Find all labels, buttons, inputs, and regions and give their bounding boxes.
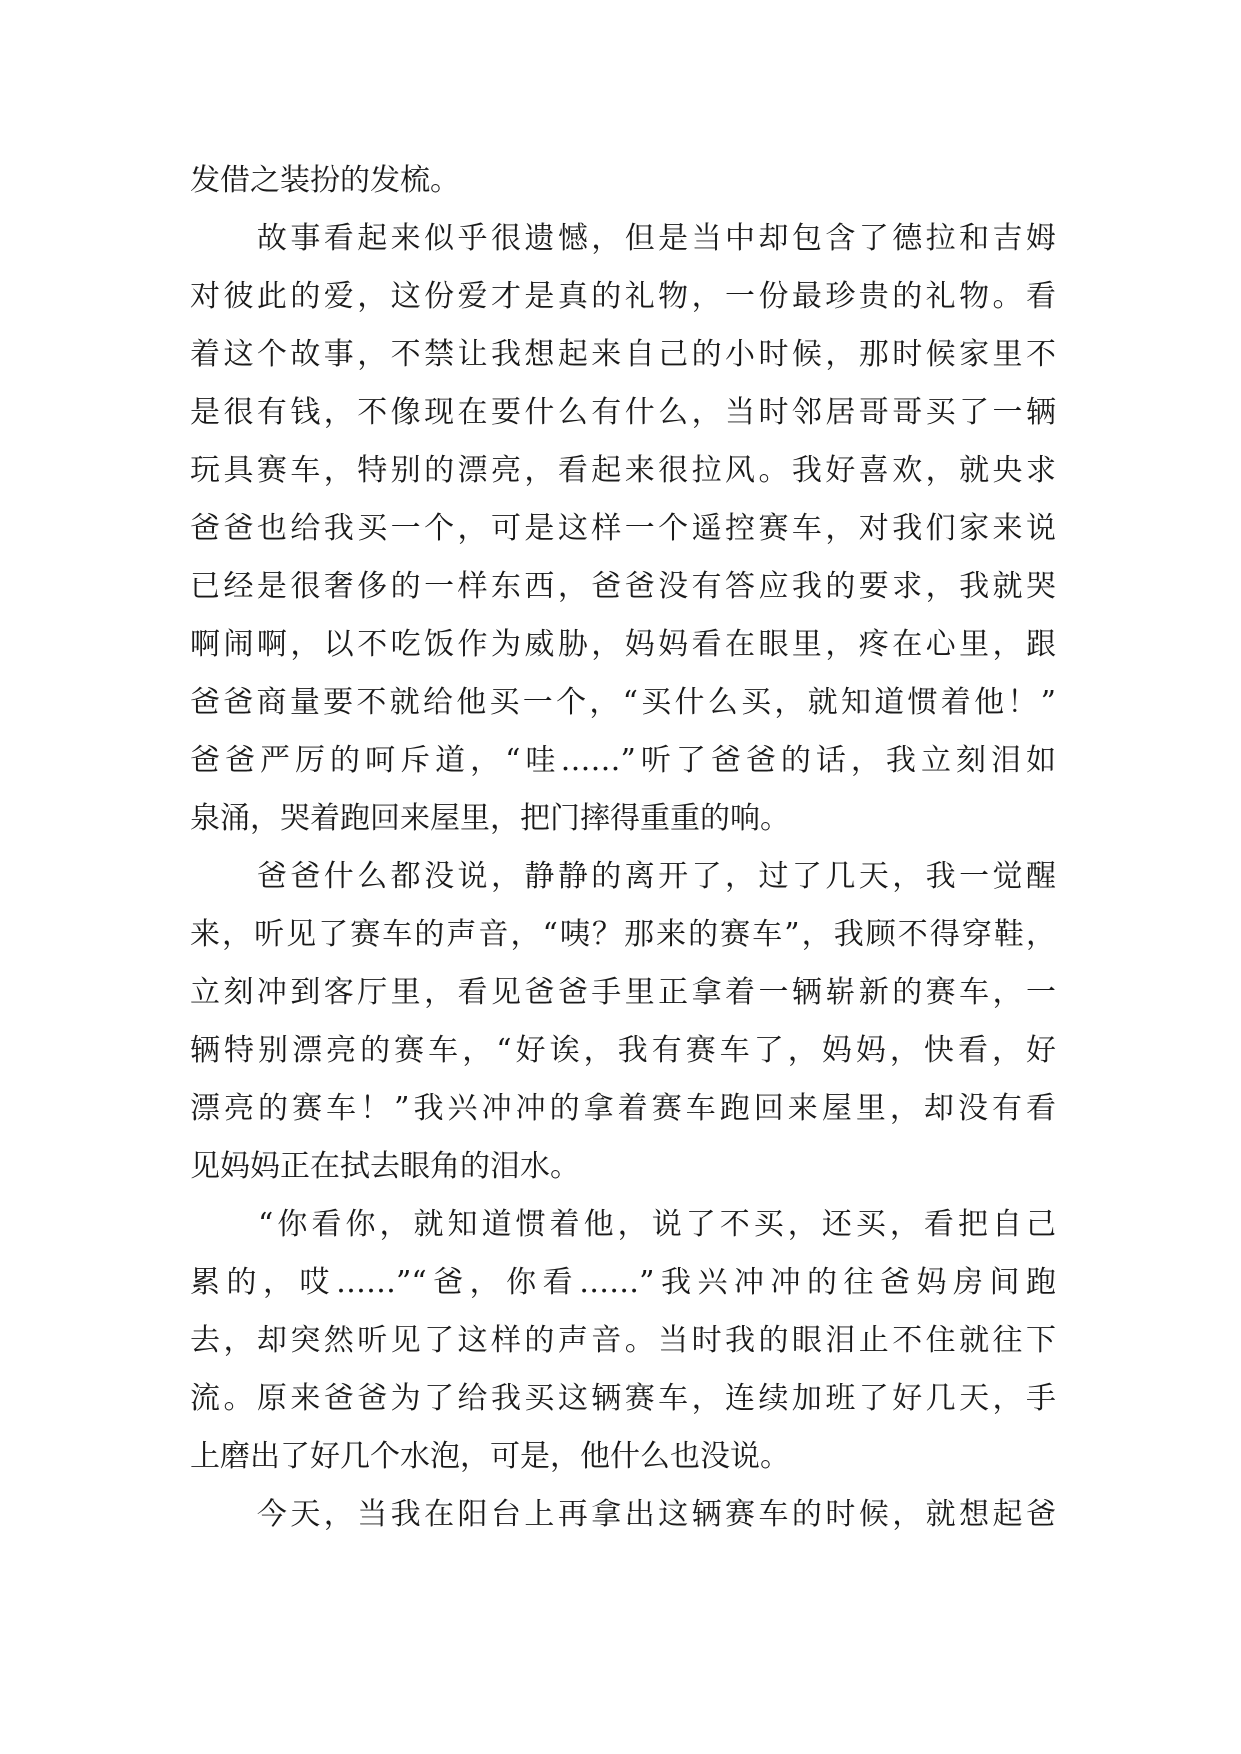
text-line: 爸爸商量要不就给他买一个，“买什么买，就知道惯着他！” [190, 685, 1056, 720]
text-line: 玩具赛车，特别的漂亮，看起来很拉风。我好喜欢，就央求 [190, 453, 1056, 488]
text-line: 对彼此的爱，这份爱才是真的礼物，一份最珍贵的礼物。看 [190, 279, 1056, 314]
text-line: 是很有钱，不像现在要什么有什么，当时邻居哥哥买了一辆 [190, 395, 1056, 430]
text-line: 去，却突然听见了这样的声音。当时我的眼泪止不住就往下 [190, 1323, 1056, 1358]
text-line: 今天，当我在阳台上再拿出这辆赛车的时候，就想起爸 [190, 1497, 1056, 1532]
paragraph-3 [190, 848, 1056, 1196]
paragraph-2 [190, 210, 1056, 848]
paragraph-4 [190, 1196, 1056, 1486]
text-line: 辆特别漂亮的赛车，“好诶，我有赛车了，妈妈，快看，好 [190, 1033, 1056, 1068]
text-line: 啊闹啊，以不吃饭作为威胁，妈妈看在眼里，疼在心里，跟 [190, 627, 1056, 662]
text-line: 立刻冲到客厅里，看见爸爸手里正拿着一辆崭新的赛车，一 [190, 975, 1056, 1010]
text-line: “你看你，就知道惯着他，说了不买，还买，看把自己 [190, 1207, 1056, 1242]
text-line: 爸爸也给我买一个，可是这样一个遥控赛车，对我们家来说 [190, 511, 1056, 546]
paragraph-5 [190, 1486, 1056, 1544]
text-line: 爸爸严厉的呵斥道，“哇……”听了爸爸的话，我立刻泪如 [190, 743, 1056, 778]
text-line: 已经是很奢侈的一样东西，爸爸没有答应我的要求，我就哭 [190, 569, 1056, 604]
text-line: 漂亮的赛车！”我兴冲冲的拿着赛车跑回来屋里，却没有看 [190, 1091, 1056, 1126]
text-line: 见妈妈正在拭去眼角的泪水。 [190, 1149, 580, 1184]
document-body [190, 152, 1056, 1544]
text-line: 累的，哎……”“爸，你看……”我兴冲冲的往爸妈房间跑 [190, 1265, 1056, 1300]
text-line: 着这个故事，不禁让我想起来自己的小时候，那时候家里不 [190, 337, 1056, 372]
text-line: 故事看起来似乎很遗憾，但是当中却包含了德拉和吉姆 [190, 221, 1056, 256]
text-line: 上磨出了好几个水泡，可是，他什么也没说。 [190, 1439, 790, 1474]
text-line: 来，听见了赛车的声音，“咦？那来的赛车”，我顾不得穿鞋， [190, 917, 1056, 952]
paragraph-1 [190, 152, 1056, 210]
text-line: 爸爸什么都没说，静静的离开了，过了几天，我一觉醒 [190, 859, 1056, 894]
text-line: 流。原来爸爸为了给我买这辆赛车，连续加班了好几天，手 [190, 1381, 1056, 1416]
text-line: 泉涌，哭着跑回来屋里，把门摔得重重的响。 [190, 801, 790, 836]
text-line: 发借之装扮的发梳。 [190, 163, 460, 198]
